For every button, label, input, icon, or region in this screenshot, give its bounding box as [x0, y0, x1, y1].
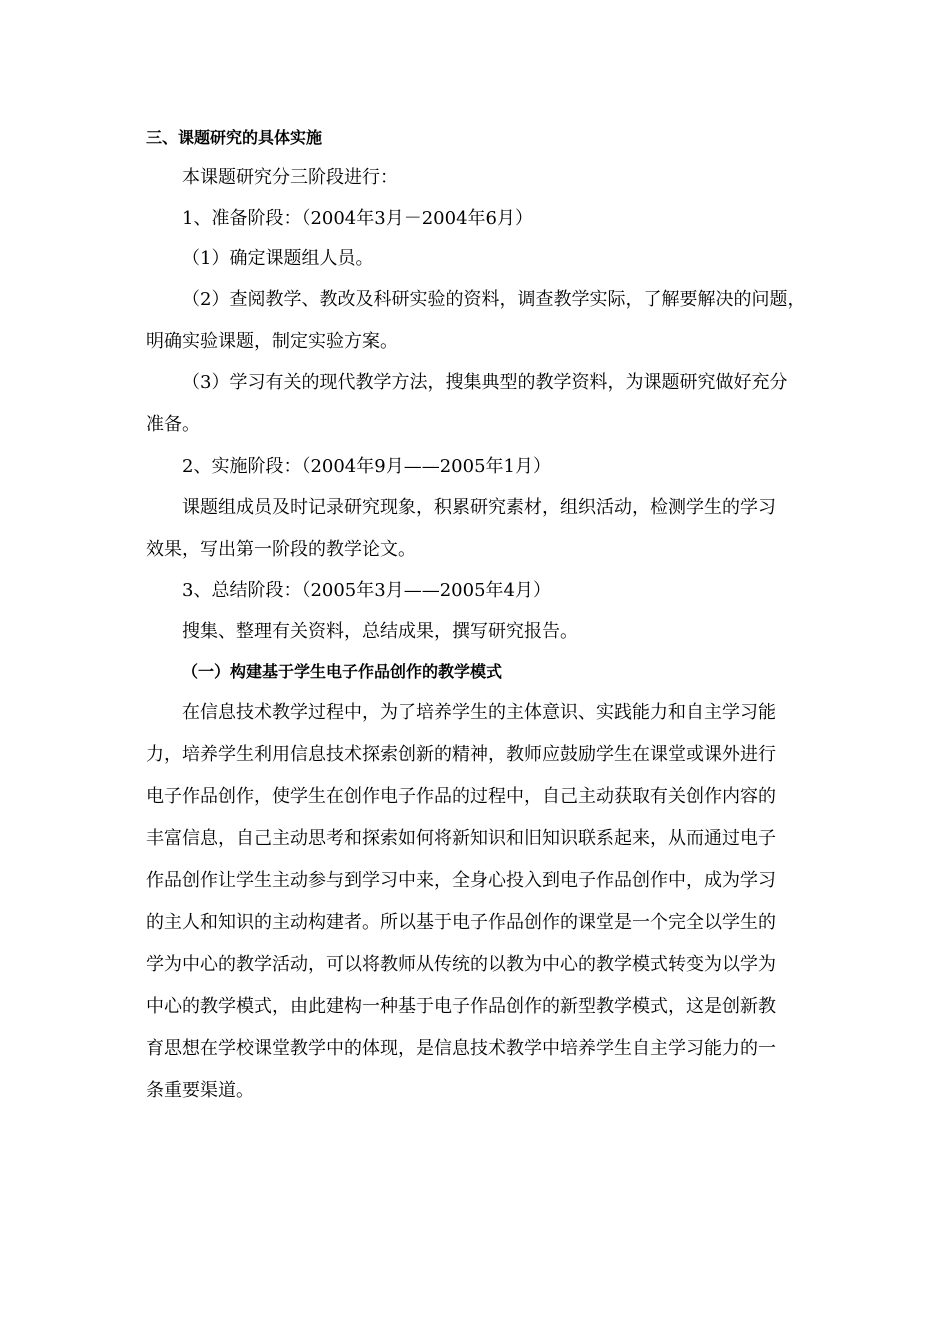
body-line: 丰富信息，自己主动思考和探索如何将新知识和旧知识联系起来，从而通过电子 — [146, 828, 776, 849]
stage2-title: 2、实施阶段：（2004年9月——2005年1月） — [182, 456, 551, 477]
subsection-heading: （一）构建基于学生电子作品创作的教学模式 — [182, 662, 503, 681]
stage3-body: 搜集、整理有关资料，总结成果，撰写研究报告。 — [182, 621, 578, 642]
stage1-item2-line2: 明确实验课题，制定实验方案。 — [146, 331, 398, 352]
body-line: 作品创作让学生主动参与到学习中来，全身心投入到电子作品创作中，成为学习 — [146, 870, 776, 891]
body-line: 学为中心的教学活动，可以将教师从传统的以教为中心的教学模式转变为以学为 — [146, 954, 776, 975]
body-line: 条重要渠道。 — [146, 1080, 254, 1101]
body-line: 中心的教学模式，由此建构一种基于电子作品创作的新型教学模式，这是创新教 — [146, 996, 776, 1017]
stage2-body-line1: 课题组成员及时记录研究现象，积累研究素材，组织活动，检测学生的学习 — [182, 497, 776, 518]
body-line: 育思想在学校课堂教学中的体现，是信息技术教学中培养学生自主学习能力的一 — [146, 1038, 776, 1059]
stage2-body-line2: 效果，写出第一阶段的教学论文。 — [146, 539, 416, 560]
body-line: 力，培养学生利用信息技术探索创新的精神，教师应鼓励学生在课堂或课外进行 — [146, 744, 776, 765]
intro-paragraph: 本课题研究分三阶段进行： — [182, 167, 398, 188]
stage3-title: 3、总结阶段：（2005年3月——2005年4月） — [182, 580, 551, 601]
stage1-item3-line2: 准备。 — [146, 414, 200, 435]
stage1-item3-line1: （3）学习有关的现代教学方法，搜集典型的教学资料，为课题研究做好充分 — [182, 372, 788, 393]
stage1-item1: （1）确定课题组人员。 — [182, 248, 374, 269]
section-heading: 三、课题研究的具体实施 — [146, 128, 323, 147]
stage1-item2-line1: （2）查阅教学、教改及科研实验的资料，调查教学实际，了解要解决的问题， — [182, 289, 806, 310]
body-line: 的主人和知识的主动构建者。所以基于电子作品创作的课堂是一个完全以学生的 — [146, 912, 776, 933]
stage1-title: 1、准备阶段：（2004年3月－2004年6月） — [182, 208, 533, 229]
body-line: 电子作品创作，使学生在创作电子作品的过程中，自己主动获取有关创作内容的 — [146, 786, 776, 807]
body-line: 在信息技术教学过程中，为了培养学生的主体意识、实践能力和自主学习能 — [182, 702, 776, 723]
